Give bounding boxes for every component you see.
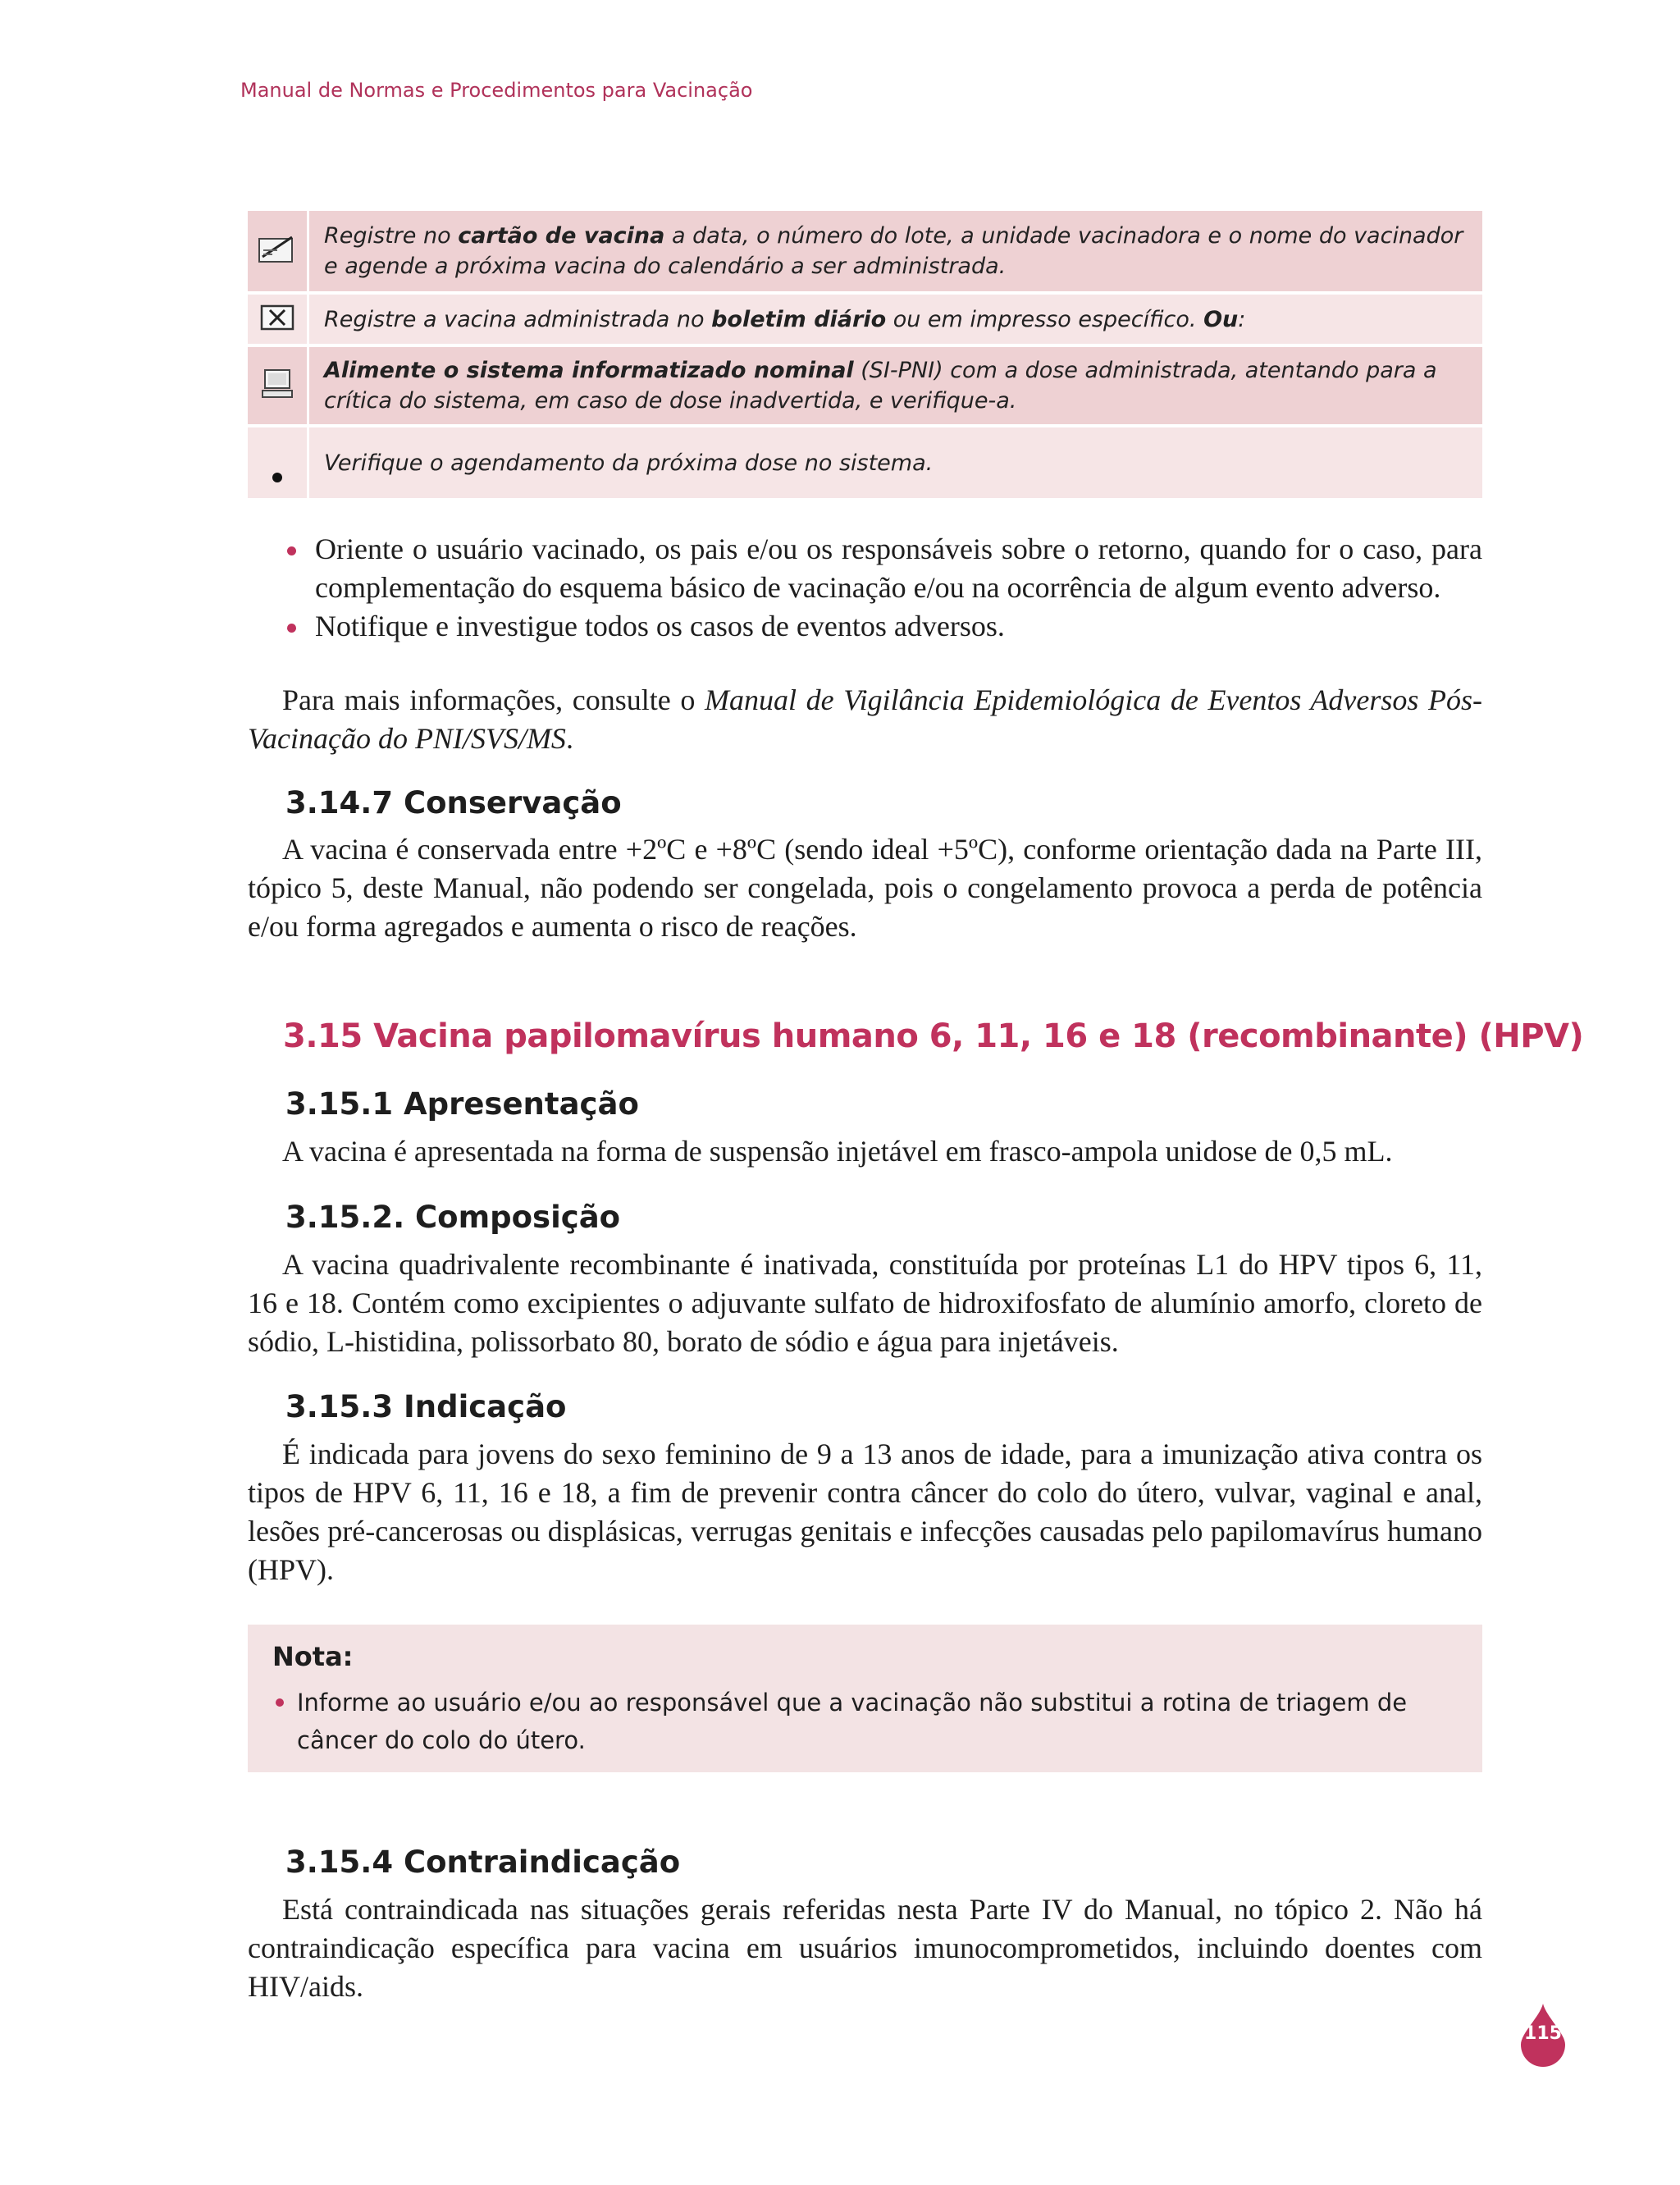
step-text: Registre a vacina administrada no boletim diário ou em impresso específico. Ou:	[307, 295, 1482, 344]
section-text-3-15-3: É indicada para jovens do sexo feminino de 9 a 13 anos de idade, para a imunização ativa contra os tipos de HPV 6, 11, 16 e 18, a fim de prevenir contra câncer do colo do útero, vulvar, vaginal e anal, lesões pré-cancerosas ou displásicas, verrugas genitais e infecções causadas pelo papilomavírus humano (HPV).	[248, 1438, 1482, 1586]
section-text-3-14-7: A vacina é conservada entre +2ºC e +8ºC (sendo ideal +5ºC), conforme orientação dada na Parte III, tópico 5, deste Manual, não podendo ser congelada, pois o congelamento provoca a perda de potência e/ou forma agregados e aumenta o risco de reações.	[248, 833, 1482, 943]
bullet-icon	[248, 427, 307, 498]
list-item: Notifique e investigue todos os casos de eventos adversos.	[248, 607, 1482, 646]
note-item: Informe ao usuário e/ou ao responsável que a vacinação não substitui a rotina de triagem de câncer do colo do útero.	[297, 1684, 1445, 1759]
section-heading-3-15-2: 3.15.2. Composição	[285, 1200, 621, 1235]
registration-steps-table	[248, 208, 1482, 501]
step-text: Alimente o sistema informatizado nominal (SI-PNI) com a dose administrada, atentando para a crítica do sistema, em caso de dose inadvertida, e verifique-a.	[307, 347, 1482, 424]
section-heading-3-15-4: 3.15.4 Contraindicação	[285, 1844, 681, 1880]
note-box	[248, 1625, 1482, 1772]
page-number: 115	[1524, 2023, 1562, 2044]
list-item: Oriente o usuário vacinado, os pais e/ou os responsáveis sobre o retorno, quando for o caso, para complementação do esquema básico de vacinação e/ou na ocorrência de algum evento adverso.	[248, 530, 1482, 607]
step-row	[248, 295, 1482, 344]
step-row	[248, 211, 1482, 291]
section-heading-3-14-7: 3.14.7 Conservação	[285, 785, 622, 821]
section-heading-3-15-3: 3.15.3 Indicação	[285, 1389, 567, 1424]
page-number-badge	[1519, 2002, 1567, 2068]
section-text-3-15-4: Está contraindicada nas situações gerais referidas nesta Parte IV do Manual, no tópico 2. Não há contraindicação específica para vacina em usuários imunocomprometidos, incluindo doentes com HIV/aids.	[248, 1893, 1482, 2003]
step-text: Verifique o agendamento da próxima dose no sistema.	[307, 427, 1482, 498]
computer-icon	[248, 347, 307, 424]
pen-paper-icon	[248, 211, 307, 291]
running-header: Manual de Normas e Procedimentos para Vacinação	[240, 79, 753, 102]
section-heading-3-15: 3.15 Vacina papilomavírus humano 6, 11, 16 e 18 (recombinante) (HPV)	[283, 1017, 1584, 1055]
step-text: Registre no cartão de vacina a data, o número do lote, a unidade vacinadora e o nome do vacinador e agende a próxima vacina do calendário a ser administrada.	[307, 211, 1482, 291]
section-text-3-15-1: A vacina é apresentada na forma de suspensão injetável em frasco-ampola unidose de 0,5 mL.	[282, 1135, 1393, 1168]
section-heading-3-15-1: 3.15.1 Apresentação	[285, 1086, 639, 1122]
note-title: Nota:	[272, 1641, 354, 1672]
section-text-3-15-2: A vacina quadrivalente recombinante é inativada, constituída por proteínas L1 do HPV tipos 6, 11, 16 e 18. Contém como excipientes o adjuvante sulfato de hidroxifosfato de alumínio amorfo, cloreto de sódio, L-histidina, polissorbato 80, borato de sódio e água para injetáveis.	[248, 1248, 1482, 1358]
step-row	[248, 427, 1482, 498]
step-row	[248, 347, 1482, 424]
more-info-paragraph: Para mais informações, consulte o Manual de Vigilância Epidemiológica de Eventos Adversos Pós-Vacinação do PNI/SVS/MS.	[248, 683, 1482, 755]
instruction-bullets	[248, 530, 1482, 646]
checkbox-x-icon	[248, 295, 307, 344]
